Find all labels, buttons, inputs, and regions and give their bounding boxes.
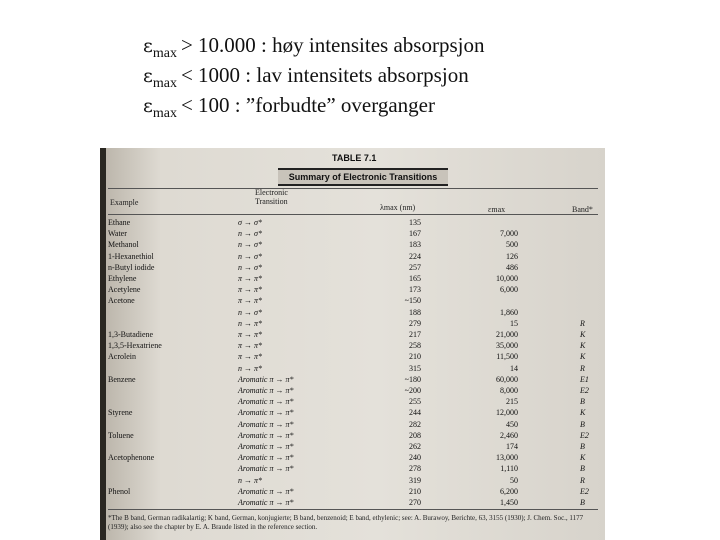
table-row (108, 229, 598, 239)
table-row (108, 330, 598, 340)
row-transition: π → π* (238, 352, 263, 362)
row-band: E2 (580, 486, 589, 496)
table-row (108, 375, 598, 385)
row-lambda: 217 (409, 330, 421, 339)
row-transition: Aromatic π → π* (238, 419, 294, 429)
row-band: E2 (580, 430, 589, 440)
row-transition: Aromatic π → π* (238, 397, 294, 407)
table-number: TABLE 7.1 (332, 153, 377, 163)
row-example: Styrene (108, 408, 133, 418)
table-row (108, 464, 598, 474)
row-example: Acetylene (108, 285, 141, 295)
row-epsilon: 21,000 (496, 330, 518, 339)
row-transition: n → σ* (238, 251, 262, 261)
table-row (108, 240, 598, 250)
row-lambda: 208 (409, 430, 421, 440)
table-row (108, 285, 598, 295)
header-top-rule (108, 188, 598, 189)
row-transition: Aromatic π → π* (238, 486, 294, 496)
row-transition: n → σ* (238, 240, 262, 250)
header-bottom-rule (108, 214, 598, 215)
row-example: 1,3-Butadiene (108, 330, 154, 339)
row-epsilon: 7,000 (500, 229, 518, 239)
row-band: K (580, 330, 586, 339)
row-epsilon: 1,450 (500, 498, 518, 507)
row-lambda: 167 (409, 229, 421, 239)
table-row (108, 498, 598, 508)
row-transition: Aromatic π → π* (238, 430, 294, 440)
table-row (108, 397, 598, 407)
row-lambda: 210 (409, 486, 421, 496)
epsilon-symbol: ε (143, 65, 153, 87)
row-example: Ethane (108, 218, 131, 227)
row-band: K (580, 453, 586, 463)
footer-rule (108, 509, 598, 510)
bullet-text: < 1000 : lav intensitets absorpsjon (180, 63, 469, 87)
header-lambda: λmax (nm) (380, 203, 416, 212)
table-row (108, 476, 598, 486)
table-row (108, 263, 598, 273)
row-transition: n → σ* (238, 307, 262, 317)
max-subscript: max (152, 106, 177, 121)
row-epsilon: 450 (506, 419, 518, 429)
bullet-text: > 10.000 : høy intensites absorpsjon (180, 33, 485, 57)
header-example: Example (110, 198, 139, 207)
scanned-table-image (100, 148, 605, 540)
row-band: B (580, 397, 585, 407)
row-epsilon: 10,000 (496, 274, 518, 283)
row-transition: n → π* (238, 318, 263, 328)
row-transition: Aromatic π → π* (238, 386, 294, 395)
row-transition: σ → σ* (238, 218, 262, 227)
row-band: K (580, 341, 586, 351)
row-epsilon: 2,460 (500, 430, 518, 440)
row-epsilon: 126 (506, 251, 518, 261)
row-example: Acetone (108, 296, 135, 306)
row-lambda: 315 (409, 363, 421, 373)
table-footnote: *The B band, German radikalartig; K band, German, konjugierte; B band, benzenoid; E band, ethylenic; see: A. Burawoy, Berichte, 63, 3155 (1930); J. Chem. Soc., 1177 (1939); also see the chapter by E. A. Braude listed in the reference section. (108, 514, 584, 531)
row-example: Ethylene (108, 274, 137, 283)
epsilon-symbol: ε (143, 95, 153, 117)
row-lambda: ~150 (404, 296, 421, 306)
row-epsilon: 486 (506, 262, 518, 272)
row-transition: Aromatic π → π* (238, 464, 294, 474)
row-epsilon: 14 (510, 363, 518, 373)
table-title: Summary of Electronic Transitions (288, 172, 438, 182)
row-transition: n → σ* (238, 262, 262, 272)
row-band: R (580, 363, 585, 373)
row-epsilon: 8,000 (500, 386, 518, 395)
book-spine-shadow (100, 148, 106, 540)
table-row (108, 487, 598, 497)
table-row (108, 386, 598, 396)
bullet-line-1 (143, 32, 484, 62)
row-epsilon: 13,000 (496, 453, 518, 463)
row-lambda: 278 (409, 464, 421, 474)
row-lambda: 188 (409, 307, 421, 317)
max-subscript: max (152, 76, 177, 91)
bullet-text: < 100 : ”forbudte” overganger (180, 93, 435, 117)
row-epsilon: 35,000 (496, 341, 518, 351)
table-row (108, 408, 598, 418)
table-row (108, 352, 598, 362)
row-epsilon: 12,000 (496, 408, 518, 418)
table-row (108, 420, 598, 430)
row-epsilon: 15 (510, 318, 518, 328)
table-row (108, 274, 598, 284)
row-lambda: 279 (409, 318, 421, 328)
row-lambda: ~200 (404, 386, 421, 395)
row-epsilon: 50 (510, 475, 518, 485)
row-lambda: 240 (409, 453, 421, 463)
epsilon-bullet-list (143, 32, 484, 122)
row-lambda: 210 (409, 352, 421, 362)
bullet-line-3 (143, 92, 484, 122)
table-row (108, 442, 598, 452)
row-lambda: 257 (409, 262, 421, 272)
table-row (108, 296, 598, 306)
table-row (108, 341, 598, 351)
row-lambda: 165 (409, 274, 421, 283)
row-lambda: 224 (409, 251, 421, 261)
row-transition: π → π* (238, 285, 263, 295)
row-epsilon: 1,860 (500, 307, 518, 317)
row-lambda: 258 (409, 341, 421, 351)
header-eps: εmax (488, 205, 506, 214)
row-epsilon: 6,000 (500, 285, 518, 295)
row-example: Benzene (108, 374, 136, 384)
row-band: E2 (580, 386, 589, 395)
row-lambda: 270 (409, 498, 421, 507)
row-example: Acetophenone (108, 453, 155, 463)
row-transition: n → π* (238, 363, 263, 373)
row-lambda: 319 (409, 475, 421, 485)
row-transition: π → π* (238, 341, 263, 351)
row-example: Acrolein (108, 352, 136, 362)
row-band: R (580, 475, 585, 485)
table-row (108, 364, 598, 374)
row-example: n-Butyl iodide (108, 262, 155, 272)
row-lambda: ~180 (404, 374, 421, 384)
row-band: E1 (580, 374, 589, 384)
row-example: Phenol (108, 486, 131, 496)
row-transition: Aromatic π → π* (238, 498, 294, 507)
row-band: B (580, 419, 585, 429)
epsilon-symbol: ε (143, 35, 153, 57)
row-epsilon: 60,000 (496, 374, 518, 384)
row-epsilon: 174 (506, 442, 518, 451)
row-transition: Aromatic π → π* (238, 408, 294, 418)
row-epsilon: 1,110 (500, 464, 518, 474)
row-example: 1-Hexanethiol (108, 251, 154, 261)
row-example: 1,3,5-Hexatriene (108, 341, 162, 351)
row-lambda: 255 (409, 397, 421, 407)
table-row (108, 218, 598, 228)
row-lambda: 244 (409, 408, 421, 418)
row-band: R (580, 318, 585, 328)
bullet-line-2 (143, 62, 484, 92)
table-row (108, 453, 598, 463)
table-row (108, 431, 598, 441)
header-band: Band* (572, 205, 593, 214)
row-transition: π → π* (238, 330, 263, 339)
row-epsilon: 6,200 (500, 486, 518, 496)
row-lambda: 282 (409, 419, 421, 429)
row-epsilon: 215 (506, 397, 518, 407)
row-lambda: 183 (409, 240, 421, 250)
row-transition: Aromatic π → π* (238, 374, 294, 384)
row-band: B (580, 464, 585, 474)
row-transition: Aromatic π → π* (238, 453, 294, 463)
row-transition: n → π* (238, 475, 263, 485)
table-row (108, 308, 598, 318)
row-transition: n → σ* (238, 229, 262, 239)
table-row (108, 319, 598, 329)
row-epsilon: 11,500 (496, 352, 518, 362)
row-band: B (580, 498, 585, 507)
row-band: K (580, 352, 586, 362)
row-transition: π → π* (238, 296, 263, 306)
max-subscript: max (152, 46, 177, 61)
row-band: B (580, 442, 585, 451)
row-transition: π → π* (238, 274, 263, 283)
header-transition: Electronic Transition (255, 188, 288, 206)
row-lambda: 135 (409, 218, 421, 227)
row-example: Toluene (108, 430, 134, 440)
row-band: K (580, 408, 586, 418)
row-lambda: 262 (409, 442, 421, 451)
table-row (108, 252, 598, 262)
row-example: Methanol (108, 240, 139, 250)
table-title-bar (278, 168, 448, 186)
row-epsilon: 500 (506, 240, 518, 250)
row-transition: Aromatic π → π* (238, 442, 294, 451)
row-example: Water (108, 229, 127, 239)
row-lambda: 173 (409, 285, 421, 295)
